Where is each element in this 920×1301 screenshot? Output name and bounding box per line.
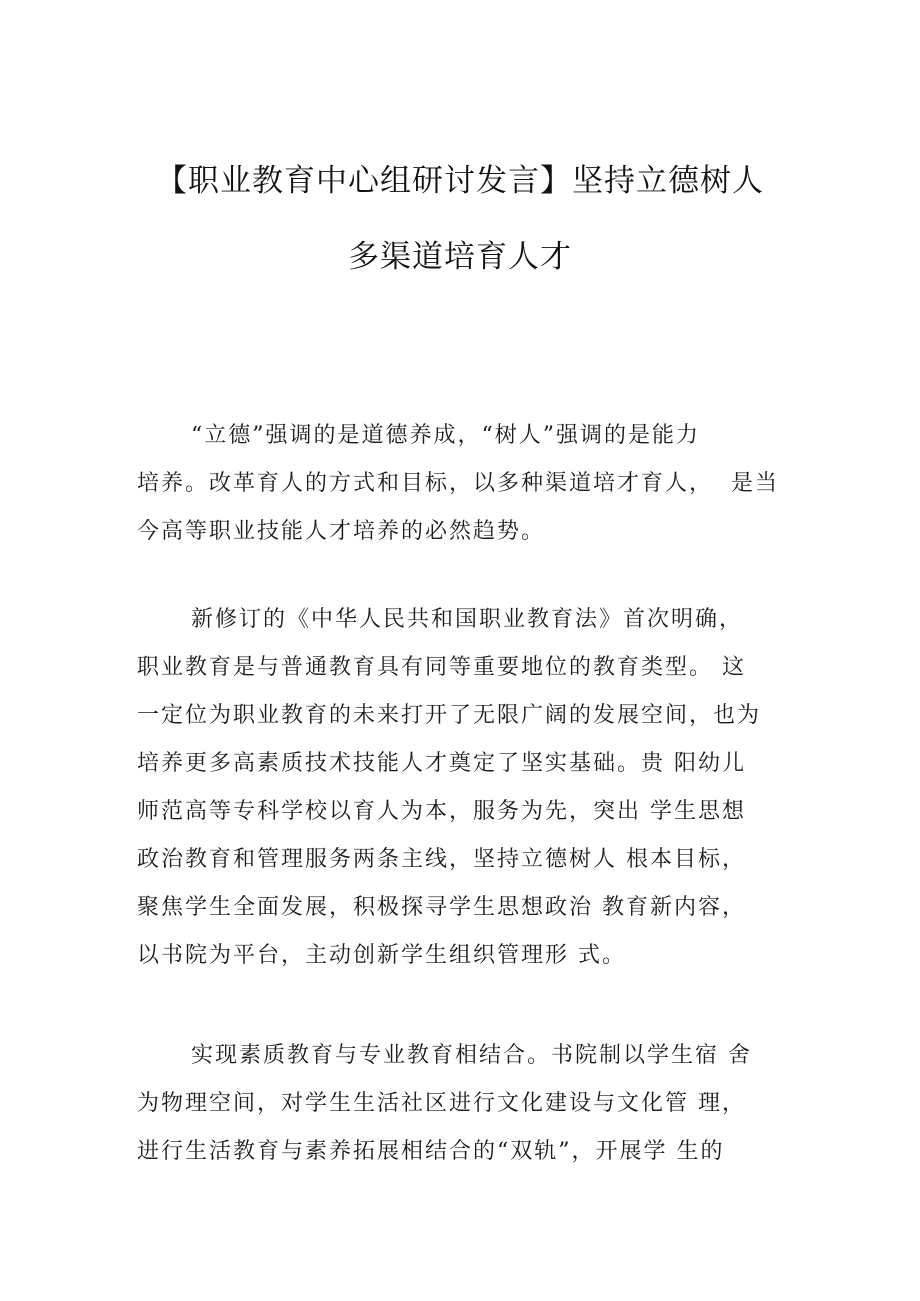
- paragraph-line: 职业教育是与普通教育具有同等重要地位的教育类型。 这: [137, 655, 746, 680]
- paragraph-line: 以书院为平台，主动创新学生组织管理形 式。: [137, 943, 626, 968]
- paragraph-line: 新修订的《中华人民共和国职业教育法》首次明确，: [191, 607, 744, 632]
- paragraph-line: 今高等职业技能人才培养的必然趋势。: [137, 519, 546, 544]
- paragraph-3: [137, 1032, 797, 1176]
- document-title-line-2: 多渠道培育人才: [348, 239, 572, 275]
- paragraph-line: 培养更多高素质技术技能人才奠定了坚实基础。贵 阳幼儿: [137, 751, 746, 776]
- paragraph-line: 一定位为职业教育的未来打开了无限广阔的发展空间，也为: [137, 703, 762, 728]
- paragraph-line: “立德”强调的是道德养成，“树人”强调的是能力: [191, 423, 700, 448]
- paragraph-line: 政治教育和管理服务两条主线，坚持立德树人 根本目标，: [137, 847, 746, 872]
- paragraph-line: 为物理空间，对学生生活社区进行文化建设与文化管 理，: [137, 1091, 746, 1116]
- paragraph-1: [137, 412, 797, 556]
- paragraph-line: 实现素质教育与专业教育相结合。书院制以学生宿 舍: [191, 1043, 752, 1068]
- paragraph-line: 培养。改革育人的方式和目标，以多种渠道培才育人， 是当: [137, 471, 779, 496]
- paragraph-line: 进行生活教育与素养拓展相结合的“双轨”，开展学 生的: [137, 1139, 725, 1164]
- paragraph-2: [137, 596, 797, 980]
- paragraph-line: 聚焦学生全面发展，积极探寻学生思想政治 教育新内容，: [137, 895, 746, 920]
- paragraph-line: 师范高等专科学校以育人为本，服务为先，突出 学生思想: [137, 799, 746, 824]
- document-title-line-1: 【职业教育中心组研讨发言】坚持立德树人: [156, 163, 764, 199]
